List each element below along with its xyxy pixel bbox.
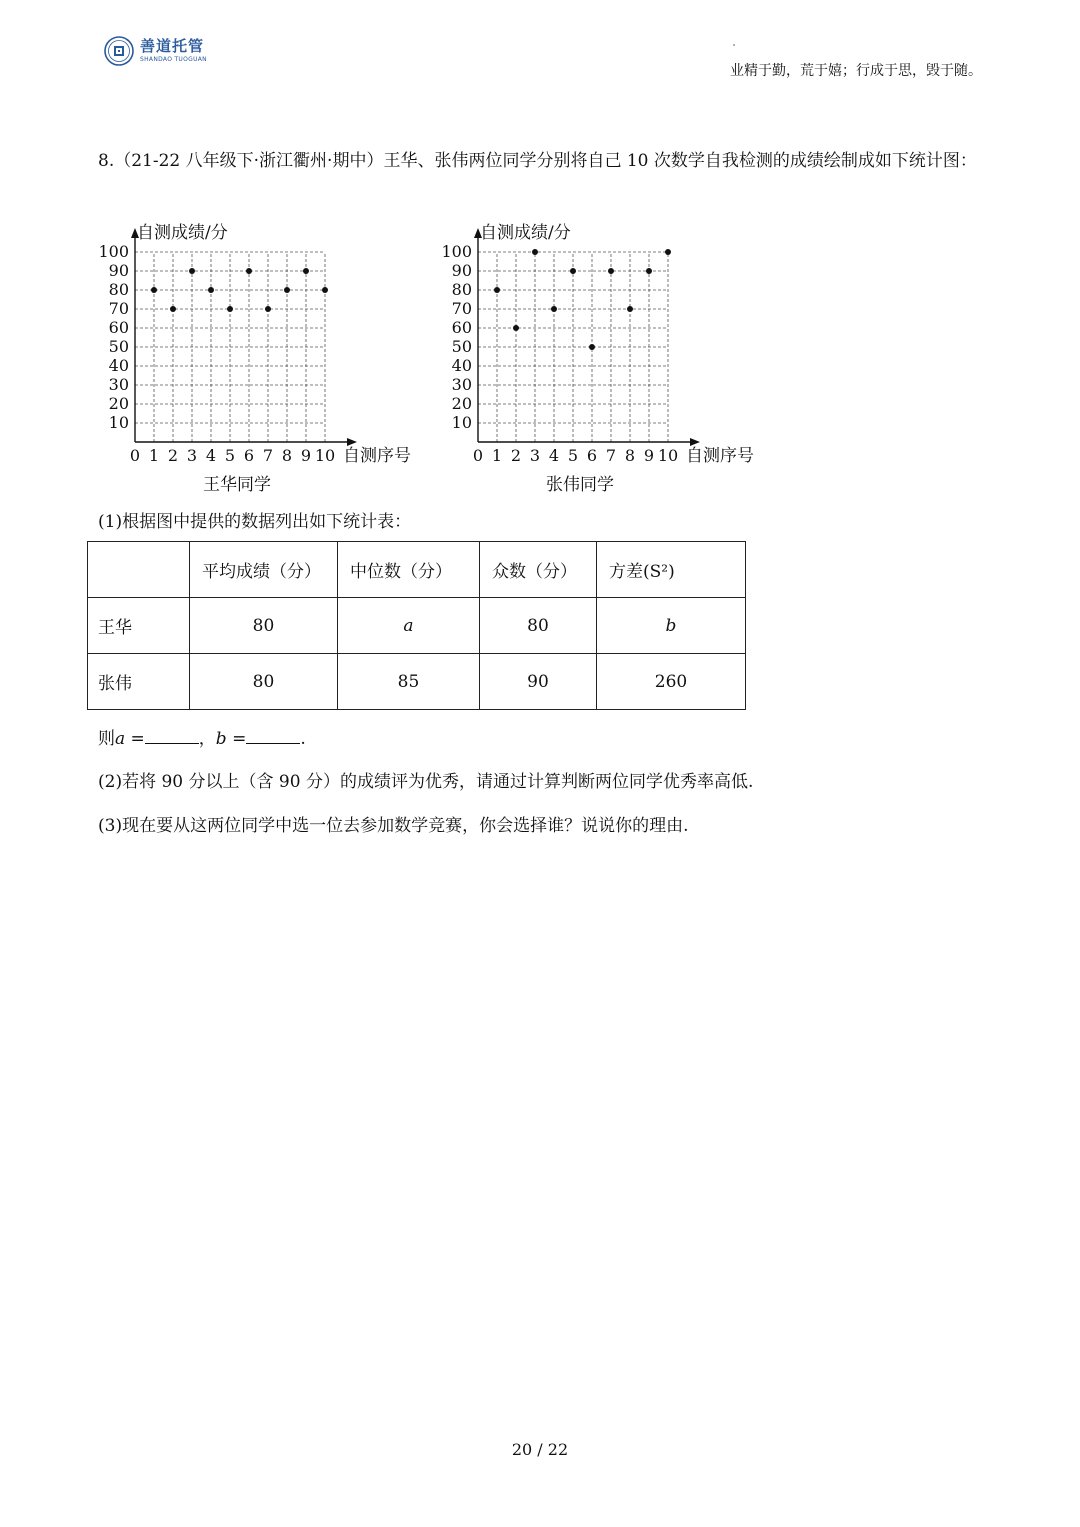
x-tick-label: 10 (314, 446, 336, 465)
table-cell: 260 (597, 654, 746, 710)
table-cell: a (338, 598, 480, 654)
y-tick-label: 90 (108, 261, 129, 280)
y-tick-label: 80 (451, 280, 472, 299)
y-tick-label: 90 (451, 261, 472, 280)
y-tick-label: 20 (451, 394, 472, 413)
x-tick-label: 10 (657, 446, 679, 465)
x-tick-label: 9 (300, 446, 312, 465)
x-tick-label: 4 (548, 446, 560, 465)
y-axis-label: 自测成绩/分 (480, 223, 571, 243)
x-tick-label: 0 (472, 446, 484, 465)
table-header-cell: 众数（分） (480, 542, 597, 598)
chart-title: 张伟同学 (546, 475, 614, 495)
x-tick-label: 2 (510, 446, 522, 465)
y-tick-label: 40 (451, 356, 472, 375)
y-tick-label: 10 (108, 413, 129, 432)
data-point (665, 249, 671, 255)
fill-end: . (300, 729, 306, 749)
data-point (513, 325, 519, 331)
part1-prompt: (1)根据图中提供的数据列出如下统计表： (98, 512, 412, 532)
fill-separator: ， (198, 729, 216, 749)
table-cell: 王华 (88, 598, 190, 654)
seal-icon (104, 36, 134, 66)
table-row (88, 598, 746, 654)
y-tick-label: 50 (451, 337, 472, 356)
data-point (494, 287, 500, 293)
y-tick-label: 30 (451, 375, 472, 394)
data-point (303, 268, 309, 274)
data-point (551, 306, 557, 312)
answer-blank-a[interactable] (145, 727, 199, 744)
logo (104, 36, 207, 66)
table-cell: 80 (480, 598, 597, 654)
y-axis-label: 自测成绩/分 (137, 223, 228, 243)
y-tick-label: 30 (108, 375, 129, 394)
table-cell: b (597, 598, 746, 654)
data-point (265, 306, 271, 312)
page-number: 20 / 22 (511, 1440, 569, 1459)
x-tick-label: 8 (281, 446, 293, 465)
y-tick-label: 10 (451, 413, 472, 432)
header-motto: 业精于勤，荒于嬉；行成于思，毁于随。 (730, 63, 982, 79)
data-point (151, 287, 157, 293)
question-stem: 8.（21-22 八年级下·浙江衢州·期中）王华、张伟两位同学分别将自己 10 次数学自我检测的成绩绘制成如下统计图： (98, 151, 977, 171)
x-tick-label: 3 (186, 446, 198, 465)
y-tick-label: 100 (441, 242, 472, 261)
answer-blank-b[interactable] (246, 727, 300, 744)
x-tick-label: 2 (167, 446, 179, 465)
y-tick-label: 100 (98, 242, 129, 261)
x-axis-arrow-icon (347, 438, 357, 446)
x-tick-label: 6 (586, 446, 598, 465)
data-point (246, 268, 252, 274)
data-point (570, 268, 576, 274)
data-point (589, 344, 595, 350)
x-tick-label: 8 (624, 446, 636, 465)
table-header-cell: 平均成绩（分） (190, 542, 338, 598)
y-tick-label: 50 (108, 337, 129, 356)
data-point (627, 306, 633, 312)
charts-area (90, 218, 770, 498)
logo-english-name: SHANDAO TUOGUAN (140, 56, 207, 63)
y-tick-label: 80 (108, 280, 129, 299)
fill-a-label: a = (115, 729, 145, 749)
data-point (208, 287, 214, 293)
y-tick-label: 40 (108, 356, 129, 375)
table-header-cell (88, 542, 190, 598)
table-cell: 85 (338, 654, 480, 710)
fill-in-line (98, 724, 306, 749)
data-point (189, 268, 195, 274)
table-header-row (88, 542, 746, 598)
x-tick-label: 5 (567, 446, 579, 465)
data-point (227, 306, 233, 312)
logo-chinese-name: 善道托管 (140, 37, 205, 55)
x-axis-label: 自测序号 (686, 446, 754, 466)
x-tick-label: 4 (205, 446, 217, 465)
x-axis-arrow-icon (690, 438, 700, 446)
x-tick-label: 1 (491, 446, 503, 465)
stats-table (87, 541, 746, 710)
x-tick-label: 3 (529, 446, 541, 465)
x-tick-label: 9 (643, 446, 655, 465)
x-tick-label: 7 (605, 446, 617, 465)
table-header-cell: 中位数（分） (338, 542, 480, 598)
data-point (322, 287, 328, 293)
y-tick-label: 60 (451, 318, 472, 337)
table-header-cell: 方差(S²) (597, 542, 746, 598)
part2-prompt: (2)若将 90 分以上（含 90 分）的成绩评为优秀，请通过计算判断两位同学优秀率高低. (98, 772, 754, 792)
fill-b-label: b = (215, 729, 247, 749)
data-point (608, 268, 614, 274)
data-point (532, 249, 538, 255)
table-cell: 80 (190, 654, 338, 710)
y-tick-label: 70 (451, 299, 472, 318)
x-tick-label: 5 (224, 446, 236, 465)
y-tick-label: 70 (108, 299, 129, 318)
part3-prompt: (3)现在要从这两位同学中选一位去参加数学竞赛，你会选择谁？说说你的理由. (98, 816, 689, 836)
table-cell: 张伟 (88, 654, 190, 710)
page-header (0, 0, 1080, 100)
x-tick-label: 6 (243, 446, 255, 465)
table-cell: 90 (480, 654, 597, 710)
y-tick-label: 20 (108, 394, 129, 413)
data-point (646, 268, 652, 274)
header-dot (733, 44, 735, 46)
x-tick-label: 7 (262, 446, 274, 465)
data-point (284, 287, 290, 293)
data-point (170, 306, 176, 312)
y-tick-label: 60 (108, 318, 129, 337)
x-axis-label: 自测序号 (343, 446, 411, 466)
fill-prefix: 则 (98, 729, 115, 749)
table-row (88, 654, 746, 710)
table-cell: 80 (190, 598, 338, 654)
chart-title: 王华同学 (203, 475, 271, 495)
x-tick-label: 0 (129, 446, 141, 465)
x-tick-label: 1 (148, 446, 160, 465)
